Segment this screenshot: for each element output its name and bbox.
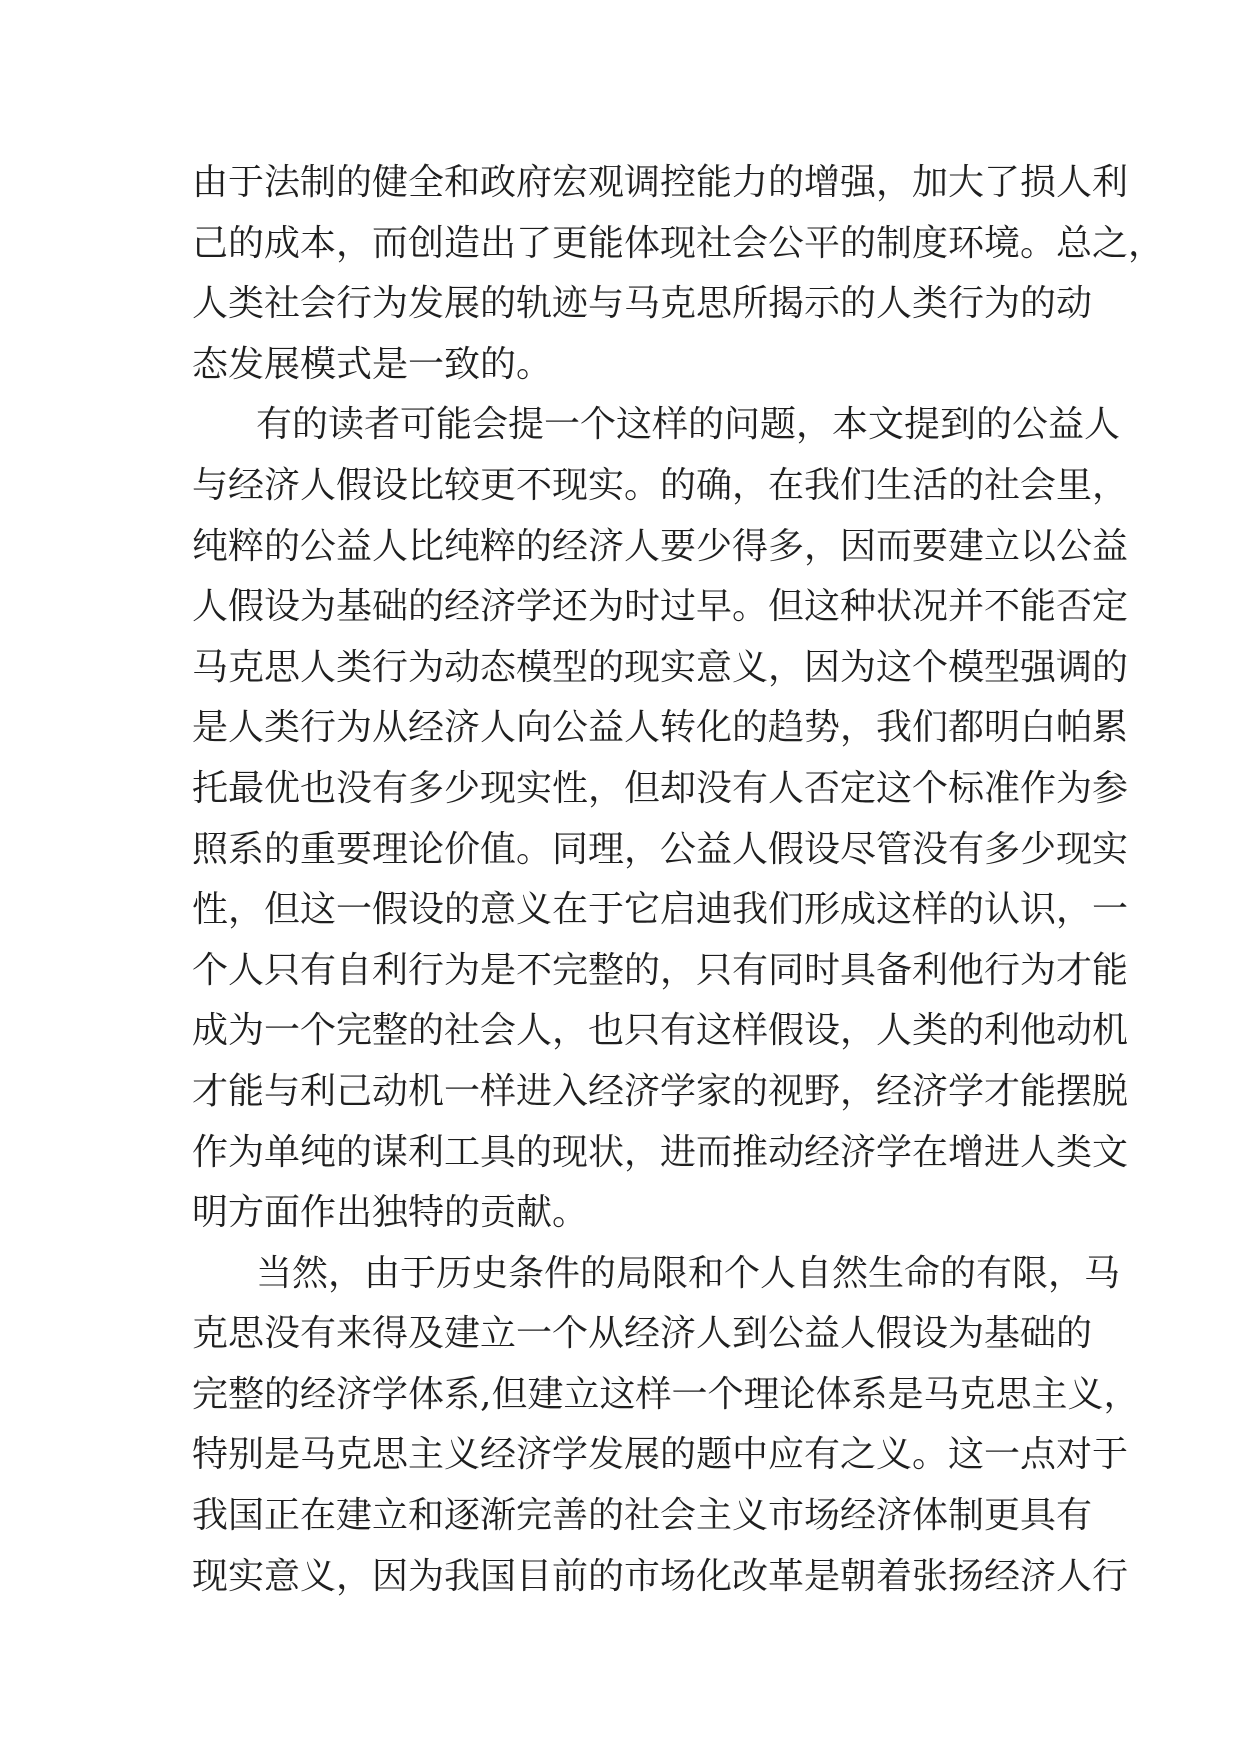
text-line: 完整的经济学体系,但建立这样一个理论体系是马克思主义，: [192, 1373, 1140, 1415]
text-line: 是人类行为从经济人向公益人转化的趋势，我们都明白帕累: [192, 707, 1129, 749]
text-line: 马克思人类行为动态模型的现实意义，因为这个模型强调的: [192, 646, 1129, 688]
text-line: 与经济人假设比较更不现实。的确，在我们生活的社会里，: [192, 464, 1129, 506]
text-line: 托最优也没有多少现实性，但却没有人否定这个标准作为参: [192, 767, 1129, 809]
text-line: 明方面作出独特的贡献。: [192, 1192, 589, 1234]
text-line: 由于法制的健全和政府宏观调控能力的增强，加大了损人利: [192, 162, 1129, 203]
body-text: [192, 153, 1165, 1607]
text-line: 照系的重要理论价值。同理，公益人假设尽管没有多少现实: [192, 828, 1129, 870]
text-line: 人类社会行为发展的轨迹与马克思所揭示的人类行为的动: [192, 283, 1093, 325]
text-line: 人假设为基础的经济学还为时过早。但这种状况并不能否定: [192, 586, 1129, 628]
text-line: 我国正在建立和逐渐完善的社会主义市场经济体制更具有: [192, 1495, 1093, 1537]
paragraph-first-line: 有的读者可能会提一个这样的问题，本文提到的公益人: [256, 404, 1121, 446]
text-line: 特别是马克思主义经济学发展的题中应有之义。这一点对于: [192, 1434, 1129, 1476]
paragraph-first-line: 当然，由于历史条件的局限和个人自然生命的有限，马: [256, 1252, 1121, 1294]
text-line: 纯粹的公益人比纯粹的经济人要少得多，因而要建立以公益: [192, 525, 1129, 567]
text-line: 态发展模式是一致的。: [192, 343, 553, 385]
text-line: 作为单纯的谋利工具的现状，进而推动经济学在增进人类文: [192, 1131, 1129, 1173]
text-line: 才能与利己动机一样进入经济学家的视野，经济学才能摆脱: [192, 1070, 1129, 1112]
text-line: 己的成本，而创造出了更能体现社会公平的制度环境。总之，: [192, 222, 1165, 264]
text-line: 个人只有自利行为是不完整的，只有同时具备利他行为才能: [192, 949, 1129, 991]
text-line: 现实意义，因为我国目前的市场化改革是朝着张扬经济人行: [192, 1555, 1129, 1597]
text-line: 成为一个完整的社会人，也只有这样假设，人类的利他动机: [192, 1010, 1129, 1052]
text-line: 克思没有来得及建立一个从经济人到公益人假设为基础的: [192, 1313, 1093, 1355]
text-line: 性，但这一假设的意义在于它启迪我们形成这样的认识，一: [192, 889, 1129, 931]
